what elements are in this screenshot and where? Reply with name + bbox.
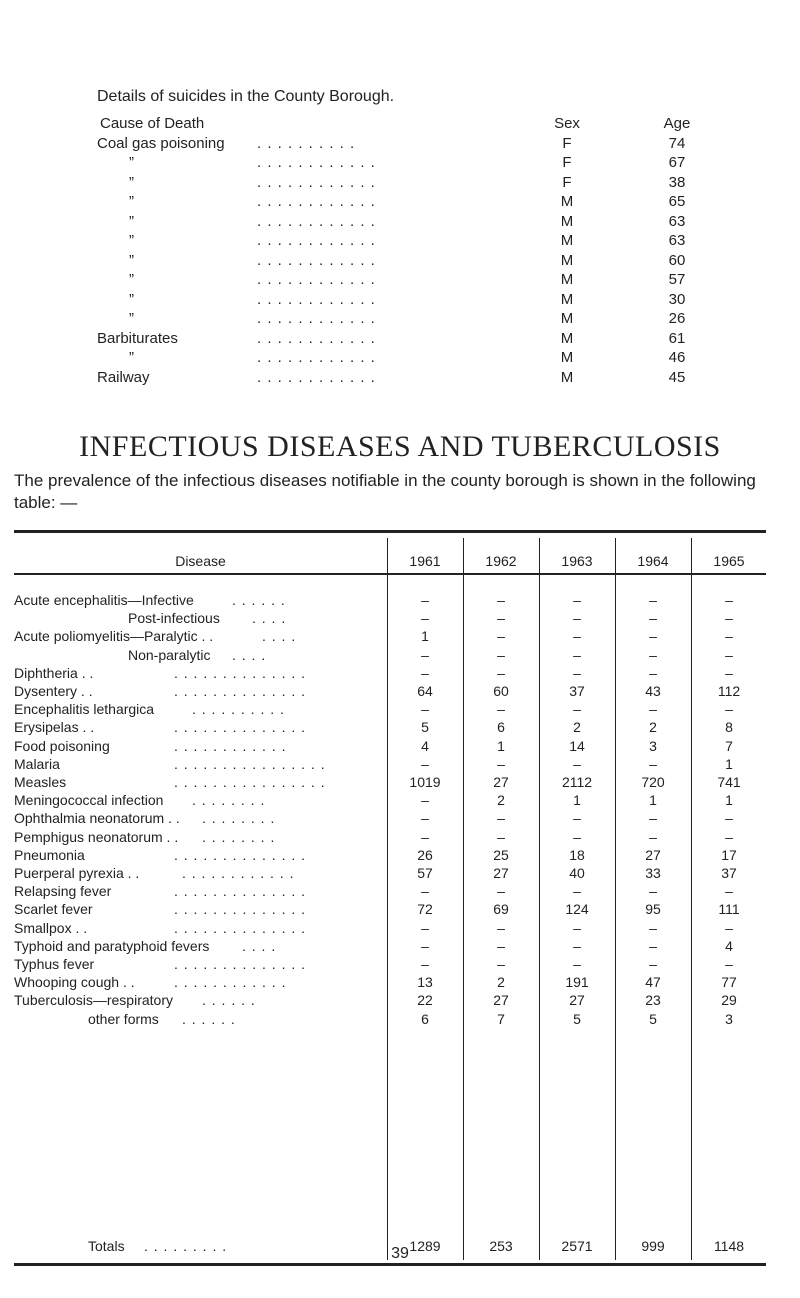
- cell-value: –: [649, 956, 657, 972]
- suicide-cause: Railway: [97, 368, 150, 386]
- cell-value: –: [497, 883, 505, 900]
- leader-dots: . . . .: [232, 646, 267, 663]
- cell-value: –: [725, 883, 733, 900]
- cell-value: 57: [417, 865, 433, 881]
- cell-value: –: [649, 937, 657, 954]
- year-header-1963: 1963: [561, 553, 593, 569]
- cell-value: 37: [569, 683, 585, 699]
- total-1964: 999: [641, 1238, 665, 1254]
- cell-value: 33: [645, 865, 661, 881]
- cell-value: –: [649, 701, 657, 718]
- cell-value: 60: [493, 683, 509, 699]
- suicide-sex: F: [562, 173, 572, 191]
- infectious-intro: The prevalence of the infectious diseases notifiable in the county borough is shown in the following table: —: [14, 471, 756, 512]
- leader-dots: . . . . . . . . . . . . . . . .: [174, 755, 326, 772]
- leader-dots: . . . . . . . . . . . .: [174, 974, 287, 991]
- cell-value: –: [573, 956, 581, 972]
- cell-value: –: [725, 610, 733, 627]
- cell-value: –: [421, 883, 429, 900]
- cell-value: –: [725, 828, 733, 845]
- suicide-age: 74: [668, 134, 686, 152]
- cell-value: –: [725, 664, 733, 681]
- cell-value: 2: [573, 719, 581, 736]
- leader-dots: . . . . . . . . . . . . . .: [174, 683, 307, 699]
- leader-dots: . . . . . . . . . . . .: [257, 251, 376, 269]
- disease-name: Food poisoning: [14, 737, 110, 754]
- cell-value: –: [573, 755, 581, 772]
- cell-value: –: [497, 937, 505, 954]
- suicide-age: 60: [668, 251, 686, 269]
- disease-name: Pemphigus neonatorum . .: [14, 828, 179, 845]
- suicide-age: 63: [668, 212, 686, 230]
- page-number: 39: [391, 1245, 409, 1262]
- leader-dots: . . . . . . . . . . . . . .: [174, 956, 307, 972]
- disease-name: Smallpox . .: [14, 919, 88, 936]
- year-header-1961: 1961: [409, 553, 441, 569]
- leader-dots: . . . . . . . . . . . .: [257, 154, 376, 171]
- year-header-1962: 1962: [485, 553, 517, 569]
- table-row: [14, 683, 766, 701]
- cell-value: 95: [645, 901, 661, 918]
- table-row: [14, 719, 766, 737]
- suicide-sex: M: [560, 193, 574, 210]
- cell-value: 124: [565, 901, 589, 918]
- leader-dots: . . . . . .: [202, 992, 256, 1009]
- table-row: [14, 738, 766, 756]
- cell-value: –: [649, 810, 657, 827]
- cell-value: –: [573, 828, 581, 845]
- cell-value: 741: [717, 774, 741, 790]
- suicide-age: 67: [668, 154, 686, 171]
- suicides-heading: Details of suicides in the County Borough.: [97, 88, 395, 105]
- suicide-row: [97, 291, 697, 311]
- leader-dots: . . . . . .: [232, 592, 286, 608]
- cell-value: 2: [497, 974, 505, 991]
- cell-value: 2: [497, 792, 505, 809]
- cell-value: –: [421, 610, 429, 627]
- cell-value: 72: [417, 901, 433, 918]
- cell-value: 22: [417, 992, 433, 1009]
- cell-value: 25: [493, 846, 509, 863]
- cell-value: –: [573, 592, 581, 608]
- suicide-row: [97, 271, 697, 291]
- disease-table: [14, 530, 766, 1298]
- cell-value: –: [573, 610, 581, 627]
- table-row: [14, 974, 766, 992]
- cell-value: 47: [645, 974, 661, 991]
- leader-dots: . . . . . . . . . . . .: [257, 271, 376, 288]
- cell-value: 14: [569, 737, 585, 754]
- disease-name: Encephalitis lethargica: [14, 701, 155, 718]
- infectious-heading: INFECTIOUS DISEASES AND TUBERCULOSIS: [79, 430, 721, 463]
- cell-value: 2: [649, 719, 657, 736]
- cell-value: –: [421, 664, 429, 681]
- cell-value: 27: [569, 992, 585, 1009]
- suicide-row: [97, 330, 697, 350]
- suicide-age: 63: [668, 232, 686, 249]
- suicide-row: [97, 349, 697, 369]
- cause-column-header: Cause of Death: [100, 115, 205, 132]
- suicide-sex: F: [562, 134, 572, 152]
- leader-dots: . . . . . . . . . . . . . .: [174, 919, 307, 936]
- disease-name: Dysentery . .: [14, 683, 93, 699]
- year-header-1965: 1965: [713, 553, 745, 569]
- cell-value: –: [573, 701, 581, 718]
- cell-value: 5: [649, 1010, 657, 1027]
- cell-value: –: [421, 919, 429, 936]
- totals-label: Totals: [88, 1238, 125, 1254]
- table-row: [14, 628, 766, 646]
- leader-dots: . . . . . . . . . . . .: [182, 865, 295, 881]
- cell-value: 17: [721, 846, 737, 863]
- suicide-cause: ”: [129, 271, 134, 288]
- cell-value: –: [573, 883, 581, 900]
- cell-value: –: [649, 919, 657, 936]
- leader-dots: . . . . . . . .: [202, 828, 276, 845]
- cell-value: 1019: [409, 774, 441, 790]
- suicides-header-row: [97, 115, 697, 135]
- cell-value: 40: [569, 865, 585, 881]
- disease-name: Malaria: [14, 755, 60, 772]
- age-column-header: Age: [663, 115, 691, 132]
- cell-value: –: [497, 628, 505, 645]
- suicide-row: [97, 310, 697, 330]
- cell-value: –: [421, 592, 429, 608]
- suicide-cause: ”: [129, 232, 134, 249]
- table-row: [14, 847, 766, 865]
- cell-value: 77: [721, 974, 737, 991]
- cell-value: 29: [721, 992, 737, 1009]
- cell-value: 27: [493, 865, 509, 881]
- table-top-rule: [14, 530, 766, 533]
- leader-dots: . . . . . . . . . . . .: [257, 212, 376, 230]
- table-row: [14, 756, 766, 774]
- suicide-sex: M: [560, 212, 574, 230]
- cell-value: –: [421, 646, 429, 663]
- leader-dots: . . . . . . . . . . . .: [257, 290, 376, 308]
- table-row: [14, 1011, 766, 1029]
- cell-value: –: [573, 664, 581, 681]
- year-header-1964: 1964: [637, 553, 669, 569]
- cell-value: –: [497, 646, 505, 663]
- suicide-cause: ”: [129, 310, 134, 327]
- leader-dots: . . . . . . . . . .: [257, 134, 356, 152]
- disease-column-header: Disease: [175, 553, 226, 569]
- cell-value: –: [725, 810, 733, 827]
- leader-dots: . . . .: [252, 610, 287, 627]
- cell-value: 3: [725, 1010, 733, 1027]
- cell-value: 7: [725, 737, 733, 754]
- table-row: [14, 592, 766, 610]
- cell-value: 13: [417, 974, 433, 991]
- cell-value: –: [725, 628, 733, 645]
- suicide-row: [97, 213, 697, 233]
- disease-name: Ophthalmia neonatorum . .: [14, 810, 180, 827]
- suicide-row: [97, 135, 697, 155]
- cell-value: –: [497, 810, 505, 827]
- cell-value: 7: [497, 1010, 505, 1027]
- cell-value: –: [573, 810, 581, 827]
- leader-dots: . . . . . . . . . . . .: [257, 232, 376, 249]
- leader-dots: . . . . . .: [182, 1010, 236, 1027]
- suicide-row: [97, 252, 697, 272]
- suicide-sex: M: [560, 271, 574, 288]
- cell-value: –: [649, 646, 657, 663]
- cell-value: –: [421, 937, 429, 954]
- suicide-age: 46: [668, 349, 686, 366]
- cell-value: 720: [641, 774, 665, 790]
- table-row: [14, 865, 766, 883]
- leader-dots: . . . . . . . . . . . . . .: [174, 901, 307, 918]
- cell-value: 6: [497, 719, 505, 736]
- suicide-row: [97, 174, 697, 194]
- cell-value: –: [421, 828, 429, 845]
- cell-value: 43: [645, 683, 661, 699]
- suicide-age: 38: [668, 173, 686, 191]
- suicide-sex: M: [560, 368, 574, 386]
- cell-value: 111: [718, 901, 740, 918]
- leader-dots: . . . .: [262, 628, 297, 645]
- suicide-cause: ”: [129, 251, 134, 269]
- suicide-sex: F: [562, 154, 572, 171]
- cell-value: –: [725, 701, 733, 718]
- disease-name: Scarlet fever: [14, 901, 93, 918]
- suicide-cause: ”: [129, 290, 134, 308]
- suicide-sex: M: [560, 290, 574, 308]
- suicide-cause: ”: [129, 173, 134, 191]
- disease-name: Typhoid and paratyphoid fevers: [14, 937, 210, 954]
- sex-column-header: Sex: [554, 115, 580, 132]
- table-bottom-rule: [14, 1263, 766, 1266]
- cell-value: –: [649, 628, 657, 645]
- cell-value: 1: [573, 792, 581, 809]
- cell-value: 37: [721, 865, 737, 881]
- disease-name: Acute poliomyelitis—Paralytic . .: [14, 628, 214, 645]
- cell-value: –: [573, 628, 581, 645]
- cell-value: –: [725, 956, 733, 972]
- table-row: [14, 901, 766, 919]
- cell-value: 3: [649, 737, 657, 754]
- cell-value: –: [497, 956, 505, 972]
- suicide-cause: Coal gas poisoning: [97, 134, 225, 152]
- disease-name: Post-infectious: [128, 610, 220, 627]
- cell-value: 191: [565, 974, 589, 991]
- leader-dots: . . . . . . . . . .: [192, 701, 285, 718]
- cell-value: –: [573, 646, 581, 663]
- suicide-sex: M: [560, 232, 574, 249]
- suicide-sex: M: [560, 310, 574, 327]
- suicide-sex: M: [560, 329, 574, 347]
- table-header-rule: [14, 573, 766, 575]
- disease-name: Tuberculosis—respiratory: [14, 992, 173, 1009]
- total-1963: 2571: [561, 1238, 593, 1254]
- suicide-age: 30: [668, 290, 686, 308]
- disease-name: Acute encephalitis—Infective: [14, 592, 194, 608]
- table-row: [14, 956, 766, 974]
- suicide-row: [97, 193, 697, 213]
- cell-value: 27: [493, 992, 509, 1009]
- cell-value: 2112: [561, 774, 593, 790]
- suicide-age: 57: [668, 271, 686, 288]
- cell-value: –: [725, 592, 733, 608]
- cell-value: –: [649, 664, 657, 681]
- disease-name: Typhus fever: [14, 956, 95, 972]
- cell-value: –: [497, 664, 505, 681]
- disease-name: Puerperal pyrexia . .: [14, 865, 140, 881]
- cell-value: –: [497, 919, 505, 936]
- cell-value: –: [573, 937, 581, 954]
- cell-value: 64: [417, 683, 433, 699]
- suicide-age: 61: [668, 329, 686, 347]
- total-1965: 1148: [713, 1238, 745, 1254]
- cell-value: –: [421, 792, 429, 809]
- cell-value: –: [573, 919, 581, 936]
- leader-dots: . . . . . . . . . . . . . .: [174, 664, 307, 681]
- cell-value: 4: [421, 737, 429, 754]
- leader-dots: . . . . . . . . . . . . . . . .: [174, 774, 326, 790]
- suicide-sex: M: [560, 349, 574, 366]
- disease-name: Erysipelas . .: [14, 719, 95, 736]
- suicide-row: [97, 154, 697, 174]
- cell-value: –: [497, 592, 505, 608]
- table-row: [14, 938, 766, 956]
- cell-value: –: [725, 919, 733, 936]
- cell-value: 23: [645, 992, 661, 1009]
- leader-dots: . . . . . . . . . . . . . .: [174, 846, 307, 863]
- cell-value: –: [497, 701, 505, 718]
- leader-dots: . . . . . . . . . . . . . .: [174, 883, 307, 900]
- disease-name: Whooping cough . .: [14, 974, 135, 991]
- cell-value: 8: [725, 719, 733, 736]
- disease-name: Measles: [14, 774, 67, 790]
- cell-value: –: [497, 610, 505, 627]
- disease-name: Pneumonia: [14, 846, 85, 863]
- table-row: [14, 610, 766, 628]
- table-row: [14, 829, 766, 847]
- cell-value: 4: [725, 937, 733, 954]
- leader-dots: . . . . . . . . . . . .: [257, 329, 376, 347]
- cell-value: –: [649, 828, 657, 845]
- cell-value: 1: [649, 792, 657, 809]
- table-row: [14, 883, 766, 901]
- table-row: [14, 992, 766, 1010]
- cell-value: 1: [725, 792, 733, 809]
- cell-value: 112: [717, 683, 741, 699]
- suicide-cause: ”: [129, 212, 134, 230]
- leader-dots: . . . . . . . . . . . .: [174, 737, 287, 754]
- cell-value: 5: [573, 1010, 581, 1027]
- suicide-cause: Barbiturates: [97, 329, 178, 347]
- disease-name: Diphtheria . .: [14, 664, 94, 681]
- cell-value: –: [497, 755, 505, 772]
- suicide-age: 26: [668, 310, 686, 327]
- cell-value: –: [649, 610, 657, 627]
- disease-name: Meningococcal infection: [14, 792, 164, 809]
- leader-dots: . . . . . . . . .: [144, 1238, 228, 1254]
- cell-value: –: [421, 956, 429, 972]
- suicide-cause: ”: [129, 193, 134, 210]
- suicide-cause: ”: [129, 349, 134, 366]
- leader-dots: . . . . . . . . . . . .: [257, 349, 376, 366]
- cell-value: 1: [421, 628, 429, 645]
- suicide-sex: M: [560, 251, 574, 269]
- leader-dots: . . . . . . . . . . . .: [257, 173, 376, 191]
- suicide-age: 65: [668, 193, 686, 210]
- table-row: [14, 665, 766, 683]
- leader-dots: . . . . . . . .: [192, 792, 266, 809]
- table-row: [14, 792, 766, 810]
- cell-value: –: [421, 810, 429, 827]
- suicide-age: 45: [668, 368, 686, 386]
- leader-dots: . . . . . . . . . . . .: [257, 310, 376, 327]
- cell-value: 18: [569, 846, 585, 863]
- leader-dots: . . . . . . . .: [202, 810, 276, 827]
- cell-value: 6: [421, 1010, 429, 1027]
- total-1961: 1289: [409, 1238, 441, 1254]
- disease-name: Relapsing fever: [14, 883, 112, 900]
- suicides-table: [97, 115, 697, 388]
- cell-value: 26: [417, 846, 433, 863]
- cell-value: –: [649, 883, 657, 900]
- cell-value: –: [421, 701, 429, 718]
- leader-dots: . . . . . . . . . . . .: [257, 193, 376, 210]
- table-row: [14, 701, 766, 719]
- cell-value: 1: [497, 737, 505, 754]
- cell-value: 1: [725, 755, 733, 772]
- disease-name: Non-paralytic: [128, 646, 211, 663]
- table-row: [14, 774, 766, 792]
- cell-value: 5: [421, 719, 429, 736]
- cell-value: –: [649, 592, 657, 608]
- suicide-row: [97, 232, 697, 252]
- table-row: [14, 647, 766, 665]
- table-row: [14, 920, 766, 938]
- cell-value: –: [421, 755, 429, 772]
- cell-value: 27: [645, 846, 661, 863]
- suicide-row: [97, 369, 697, 389]
- suicide-cause: ”: [129, 154, 134, 171]
- cell-value: –: [497, 828, 505, 845]
- cell-value: –: [649, 755, 657, 772]
- leader-dots: . . . .: [242, 937, 277, 954]
- cell-value: –: [725, 646, 733, 663]
- leader-dots: . . . . . . . . . . . . . .: [174, 719, 307, 736]
- table-row: [14, 810, 766, 828]
- cell-value: 27: [493, 774, 509, 790]
- leader-dots: . . . . . . . . . . . .: [257, 368, 376, 386]
- total-1962: 253: [489, 1238, 513, 1254]
- cell-value: 69: [493, 901, 509, 918]
- disease-name: other forms: [88, 1010, 159, 1027]
